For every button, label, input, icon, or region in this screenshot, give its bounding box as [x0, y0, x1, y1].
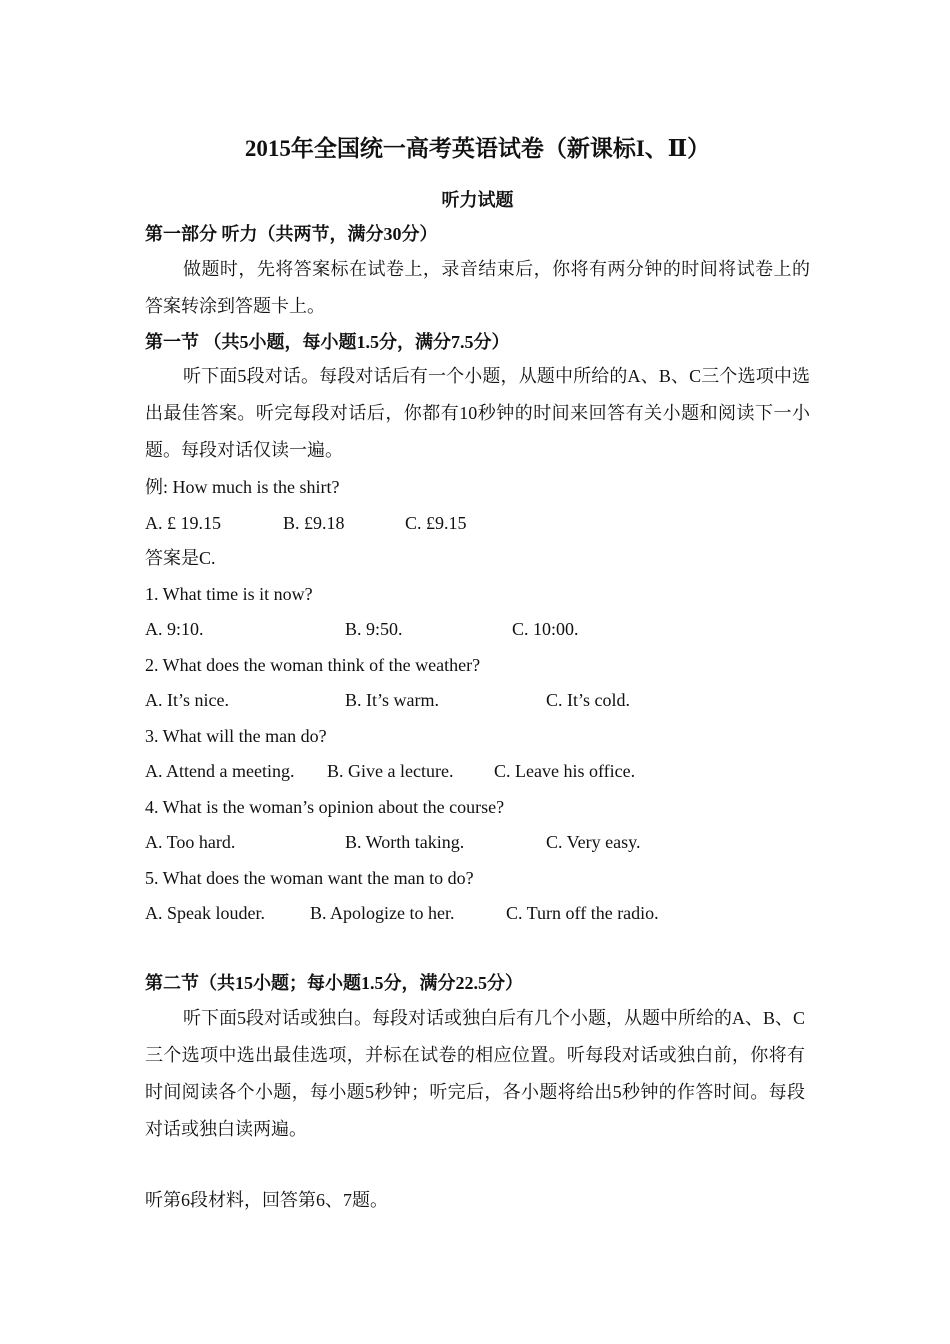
question-1: 1. What time is it now? — [145, 584, 313, 604]
example-option-c: C. £9.15 — [405, 513, 467, 533]
document-subtitle: 听力试题 — [441, 190, 514, 210]
section1-heading: 第一节 （共5小题，每小题1.5分，满分7.5分） — [145, 332, 510, 352]
example-question: 例: How much is the shirt? — [145, 477, 340, 497]
document-page — [145, 0, 810, 1344]
question-5-option-b: B. Apologize to her. — [310, 903, 455, 923]
question-4-option-b: B. Worth taking. — [345, 832, 465, 852]
question-1-option-b: B. 9:50. — [345, 619, 403, 639]
question-2: 2. What does the woman think of the weather? — [145, 655, 481, 675]
question-2-option-b: B. It’s warm. — [345, 690, 439, 710]
example-option-a: A. £ 19.15 — [145, 513, 221, 533]
question-3-option-c: C. Leave his office. — [494, 761, 636, 781]
question-3-option-b: B. Give a lecture. — [327, 761, 454, 781]
question-3-option-a: A. Attend a meeting. — [145, 761, 295, 781]
material-instruction: 听第6段材料，回答第6、7题。 — [145, 1190, 388, 1210]
section1-intro: 听下面5段对话。每段对话后有一个小题，从题中所给的A、B、C三个选项中选出最佳答案。听完每段对话后，你都有10秒钟的时间来回答有关小题和阅读下一小题。每段对话仅读一遍。 — [145, 366, 810, 460]
question-1-option-a: A. 9:10. — [145, 619, 204, 639]
question-5-option-a: A. Speak louder. — [145, 903, 265, 923]
question-4-option-a: A. Too hard. — [145, 832, 236, 852]
question-4: 4. What is the woman’s opinion about the course? — [145, 797, 505, 817]
question-2-option-c: C. It’s cold. — [546, 690, 630, 710]
question-3: 3. What will the man do? — [145, 726, 327, 746]
example-option-b: B. £9.18 — [283, 513, 345, 533]
section2-intro: 听下面5段对话或独白。每段对话或独白后有几个小题，从题中所给的A、B、C三个选项中选出最佳选项，并标在试卷的相应位置。听每段对话或独白前，你将有时间阅读各个小题，每小题5秒钟；听完后，各小题将给出5秒钟的作答时间。每段对话或独白读两遍。 — [145, 1008, 806, 1139]
part1-intro: 做题时，先将答案标在试卷上，录音结束后，你将有两分钟的时间将试卷上的答案转涂到答题卡上。 — [145, 259, 810, 316]
question-2-option-a: A. It’s nice. — [145, 690, 229, 710]
section2-heading: 第二节（共15小题；每小题1.5分，满分22.5分） — [145, 973, 523, 993]
example-answer: 答案是C. — [145, 548, 216, 568]
question-5-option-c: C. Turn off the radio. — [506, 903, 659, 923]
part1-heading: 第一部分 听力（共两节，满分30分） — [145, 224, 438, 244]
question-5: 5. What does the woman want the man to do? — [145, 868, 474, 888]
document-title: 2015年全国统一高考英语试卷（新课标I、Ⅱ） — [244, 136, 711, 161]
question-1-option-c: C. 10:00. — [512, 619, 579, 639]
question-4-option-c: C. Very easy. — [546, 832, 641, 852]
